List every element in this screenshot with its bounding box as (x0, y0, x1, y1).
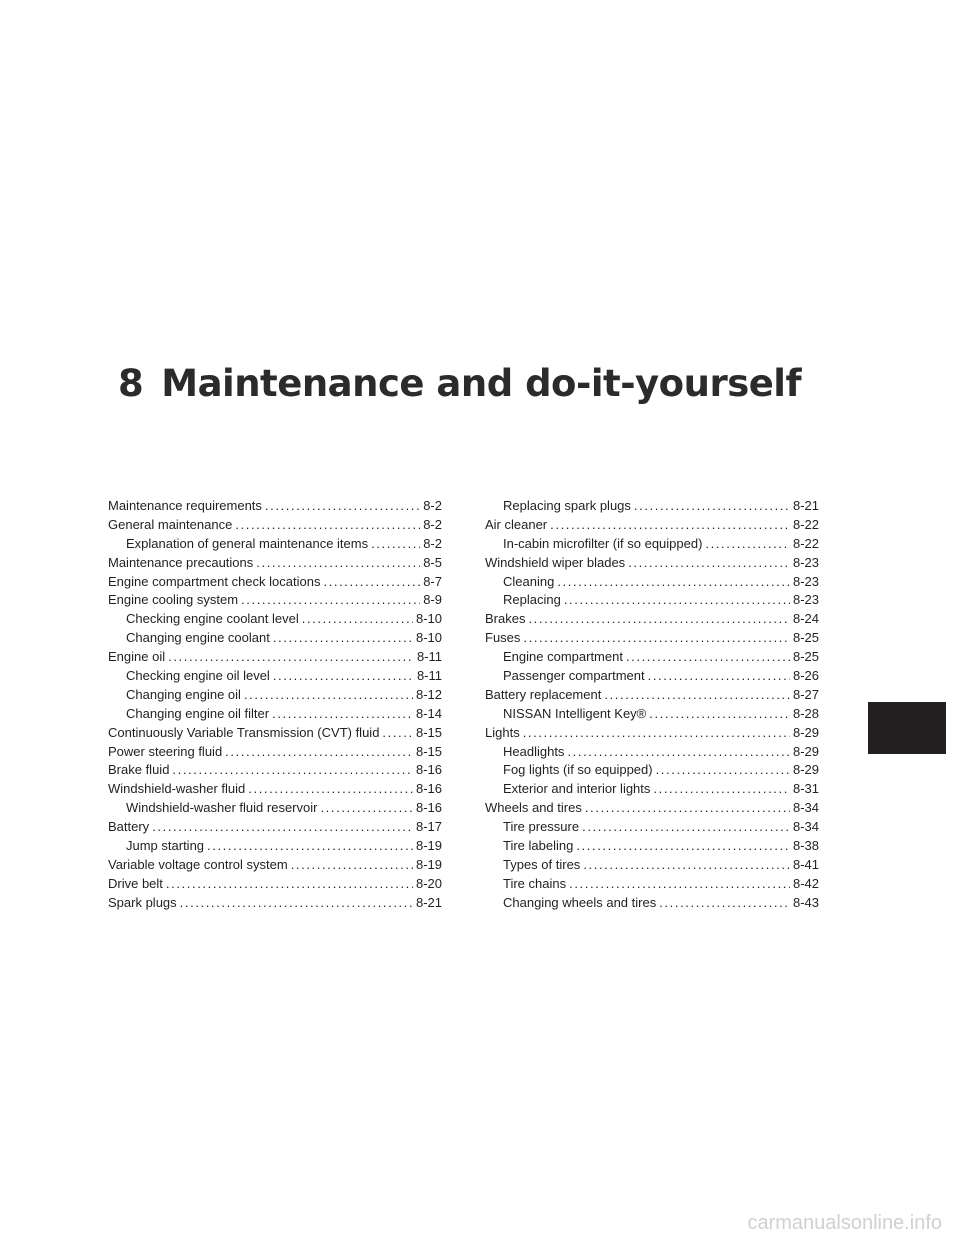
toc-entry-page: 8-43 (792, 894, 819, 910)
toc-entry[interactable] (108, 648, 442, 667)
toc-entry-title: Windshield wiper blades (485, 554, 626, 570)
toc-leader-dots (649, 705, 790, 724)
toc-leader-dots (180, 894, 413, 913)
toc-entry-page: 8-2 (423, 535, 442, 551)
toc-entry-page: 8-11 (416, 668, 442, 684)
toc-leader-dots (626, 648, 790, 667)
toc-entry-title: Windshield-washer fluid reservoir (126, 800, 318, 816)
toc-entry-title: Power steering fluid (108, 743, 223, 759)
toc-entry[interactable] (485, 667, 819, 686)
toc-entry-title: Changing engine oil (126, 686, 241, 702)
toc-entry-page: 8-22 (792, 516, 819, 532)
toc-entry-page: 8-15 (415, 743, 442, 759)
toc-entry[interactable] (485, 818, 819, 837)
toc-entry-title: Types of tires (503, 856, 581, 872)
toc-entry-page: 8-19 (415, 838, 442, 854)
toc-leader-dots (585, 799, 790, 818)
toc-leader-dots (567, 743, 790, 762)
toc-leader-dots (244, 686, 413, 705)
toc-entry-page: 8-27 (792, 686, 819, 702)
toc-right-column (485, 497, 819, 913)
chapter-number: 8 (118, 362, 144, 405)
toc-entry-title: Brake fluid (108, 762, 170, 778)
toc-entry-page: 8-21 (792, 498, 819, 513)
toc-entry-page: 8-2 (423, 498, 442, 513)
toc-entry[interactable] (485, 610, 819, 629)
toc-leader-dots (241, 591, 420, 610)
toc-entry-page: 8-20 (415, 875, 442, 891)
toc-entry-title: Maintenance precautions (108, 554, 254, 570)
toc-entry[interactable] (485, 780, 819, 799)
toc-entry-page: 8-26 (792, 668, 819, 684)
toc-entry-page: 8-7 (423, 573, 442, 589)
toc-leader-dots (648, 667, 790, 686)
toc-leader-dots (166, 875, 413, 894)
toc-entry[interactable] (108, 610, 442, 629)
toc-leader-dots (302, 610, 413, 629)
toc-entry-title: Drive belt (108, 875, 163, 891)
toc-leader-dots (557, 573, 790, 592)
toc-leader-dots (207, 837, 413, 856)
toc-entry-title: Changing engine oil filter (126, 705, 270, 721)
toc-entry-title: Brakes (485, 611, 526, 627)
toc-entry-title: Explanation of general maintenance items (126, 535, 369, 551)
toc-entry-title: Tire pressure (503, 819, 580, 835)
toc-entry-page: 8-16 (415, 762, 442, 778)
toc-leader-dots (528, 610, 790, 629)
toc-entry-title: Changing engine coolant (126, 630, 270, 646)
toc-entry-title: Engine compartment (503, 649, 623, 665)
toc-entry[interactable] (485, 554, 819, 573)
toc-entry-title: Engine cooling system (108, 592, 239, 608)
toc-leader-dots (582, 818, 790, 837)
toc-entry-title: General maintenance (108, 516, 233, 532)
toc-entry-page: 8-2 (423, 516, 442, 532)
toc-entry-page: 8-23 (792, 573, 819, 589)
toc-entry[interactable] (485, 837, 819, 856)
toc-entry-page: 8-23 (792, 554, 819, 570)
toc-entry-title: Variable voltage control system (108, 856, 288, 872)
toc-entry-title: Air cleaner (485, 516, 548, 532)
toc-entry-title: Fuses (485, 630, 521, 646)
toc-leader-dots (564, 591, 790, 610)
toc-entry-page: 8-25 (792, 649, 819, 665)
toc-leader-dots (583, 856, 790, 875)
toc-entry-title: In-cabin microfilter (if so equipped) (503, 535, 703, 551)
toc-entry[interactable] (108, 591, 442, 610)
toc-entry-page: 8-21 (415, 894, 442, 910)
toc-leader-dots (653, 780, 790, 799)
toc-entry[interactable] (108, 894, 442, 913)
toc-leader-dots (634, 497, 790, 516)
toc-entry-page: 8-23 (792, 592, 819, 608)
toc-entry-page: 8-38 (792, 838, 819, 854)
toc-leader-dots (320, 799, 413, 818)
toc-entry-page: 8-16 (415, 781, 442, 797)
toc-leader-dots (523, 629, 790, 648)
toc-entry[interactable] (485, 535, 819, 554)
toc-entry-page: 8-29 (792, 743, 819, 759)
toc-entry-page: 8-31 (792, 781, 819, 797)
toc-entry[interactable] (108, 799, 442, 818)
toc-entry[interactable] (485, 799, 819, 818)
toc-entry-title: Wheels and tires (485, 800, 582, 816)
toc-entry[interactable] (485, 875, 819, 894)
toc-leader-dots (265, 497, 420, 516)
toc-entry-page: 8-11 (416, 649, 442, 665)
toc-entry-title: Checking engine coolant level (126, 611, 299, 627)
toc-entry-page: 8-14 (415, 705, 442, 721)
toc-left-column (108, 497, 442, 913)
toc-entry-page: 8-29 (792, 762, 819, 778)
toc-entry-page: 8-17 (415, 819, 442, 835)
chapter-tab (868, 702, 946, 754)
toc-leader-dots (152, 818, 413, 837)
toc-leader-dots (248, 780, 413, 799)
toc-entry-page: 8-28 (792, 705, 819, 721)
toc-entry-page: 8-5 (423, 554, 442, 570)
toc-entry-page: 8-41 (792, 856, 819, 872)
toc-entry-title: Battery (108, 819, 150, 835)
toc-entry[interactable] (108, 516, 442, 535)
toc-entry[interactable] (108, 743, 442, 762)
toc-entry-page: 8-15 (415, 724, 442, 740)
toc-entry[interactable] (485, 761, 819, 780)
toc-entry-page: 8-10 (415, 630, 442, 646)
toc-leader-dots (273, 667, 414, 686)
toc-entry[interactable] (108, 497, 442, 516)
toc-leader-dots (550, 516, 790, 535)
toc-entry[interactable] (485, 591, 819, 610)
toc-entry-title: Tire chains (503, 875, 567, 891)
toc-entry[interactable] (108, 573, 442, 592)
toc-entry[interactable] (485, 743, 819, 762)
toc-entry-title: Cleaning (503, 573, 555, 589)
toc-entry[interactable] (485, 856, 819, 875)
toc-entry-title: Exterior and interior lights (503, 781, 651, 797)
toc-entry[interactable] (108, 761, 442, 780)
toc-entry[interactable] (485, 705, 819, 724)
toc-entry-title: Replacing spark plugs (503, 498, 631, 513)
toc-leader-dots (256, 554, 420, 573)
toc-leader-dots (291, 856, 413, 875)
toc-entry-title: Engine compartment check locations (108, 573, 321, 589)
toc-leader-dots (576, 837, 790, 856)
toc-entry-title: Fog lights (if so equipped) (503, 762, 653, 778)
toc-entry[interactable] (108, 856, 442, 875)
toc-entry-title: Tire labeling (503, 838, 574, 854)
toc-entry-title: NISSAN Intelligent Key® (503, 705, 647, 721)
toc-leader-dots (172, 761, 413, 780)
toc-entry-page: 8-22 (792, 535, 819, 551)
toc-entry-page: 8-34 (792, 819, 819, 835)
toc-entry[interactable] (485, 516, 819, 535)
toc-entry-page: 8-29 (792, 724, 819, 740)
toc-entry[interactable] (108, 686, 442, 705)
toc-entry[interactable] (485, 894, 819, 913)
chapter-title (118, 362, 801, 405)
toc-entry-page: 8-42 (792, 875, 819, 891)
toc-entry[interactable] (485, 573, 819, 592)
toc-entry-page: 8-25 (792, 630, 819, 646)
toc-leader-dots (604, 686, 790, 705)
chapter-name: Maintenance and do-it-yourself (161, 362, 802, 405)
toc-entry[interactable] (485, 686, 819, 705)
toc-entry[interactable] (485, 724, 819, 743)
toc-entry-title: Checking engine oil level (126, 668, 270, 684)
toc-entry[interactable] (108, 705, 442, 724)
toc-entry-page: 8-24 (792, 611, 819, 627)
toc-entry[interactable] (108, 875, 442, 894)
toc-entry[interactable] (485, 629, 819, 648)
toc-entry-title: Battery replacement (485, 686, 602, 702)
toc-entry-page: 8-34 (792, 800, 819, 816)
toc-entry[interactable] (108, 629, 442, 648)
toc-leader-dots (273, 629, 413, 648)
toc-entry-title: Replacing (503, 592, 561, 608)
toc-entry[interactable] (108, 554, 442, 573)
toc-entry-title: Passenger compartment (503, 668, 645, 684)
toc-leader-dots (659, 894, 790, 913)
toc-leader-dots (705, 535, 790, 554)
toc-leader-dots (628, 554, 790, 573)
toc-entry-page: 8-10 (415, 611, 442, 627)
toc-entry[interactable] (108, 535, 442, 554)
toc-entry-title: Lights (485, 724, 520, 740)
toc-leader-dots (168, 648, 414, 667)
toc-leader-dots (523, 724, 790, 743)
watermark: carmanualsonline.info (747, 1212, 942, 1234)
toc-entry-title: Spark plugs (108, 894, 177, 910)
toc-entry-title: Engine oil (108, 649, 166, 665)
toc-entry-title: Windshield-washer fluid (108, 781, 246, 797)
toc-entry[interactable] (485, 648, 819, 667)
toc-entry-page: 8-12 (415, 686, 442, 702)
toc-entry[interactable] (485, 497, 819, 516)
toc-entry[interactable] (108, 818, 442, 837)
toc-entry-page: 8-19 (415, 856, 442, 872)
toc-leader-dots (371, 535, 420, 554)
toc-entry[interactable] (108, 780, 442, 799)
toc-entry-title: Changing wheels and tires (503, 894, 657, 910)
toc-leader-dots (225, 743, 413, 762)
toc-entry-page: 8-16 (415, 800, 442, 816)
toc-entry-title: Jump starting (126, 838, 205, 854)
toc-entry-title: Maintenance requirements (108, 498, 262, 513)
toc-leader-dots (272, 705, 413, 724)
toc-leader-dots (569, 875, 790, 894)
toc-entry-page: 8-9 (423, 592, 442, 608)
toc-entry[interactable] (108, 837, 442, 856)
toc-entry-title: Headlights (503, 743, 565, 759)
toc-leader-dots (656, 761, 790, 780)
toc-leader-dots (235, 516, 420, 535)
toc-entry[interactable] (108, 667, 442, 686)
toc-entry-title: Continuously Variable Transmission (CVT) fluid (108, 724, 380, 740)
toc-entry[interactable] (108, 724, 442, 743)
toc-leader-dots (323, 573, 420, 592)
toc-leader-dots (382, 724, 413, 743)
